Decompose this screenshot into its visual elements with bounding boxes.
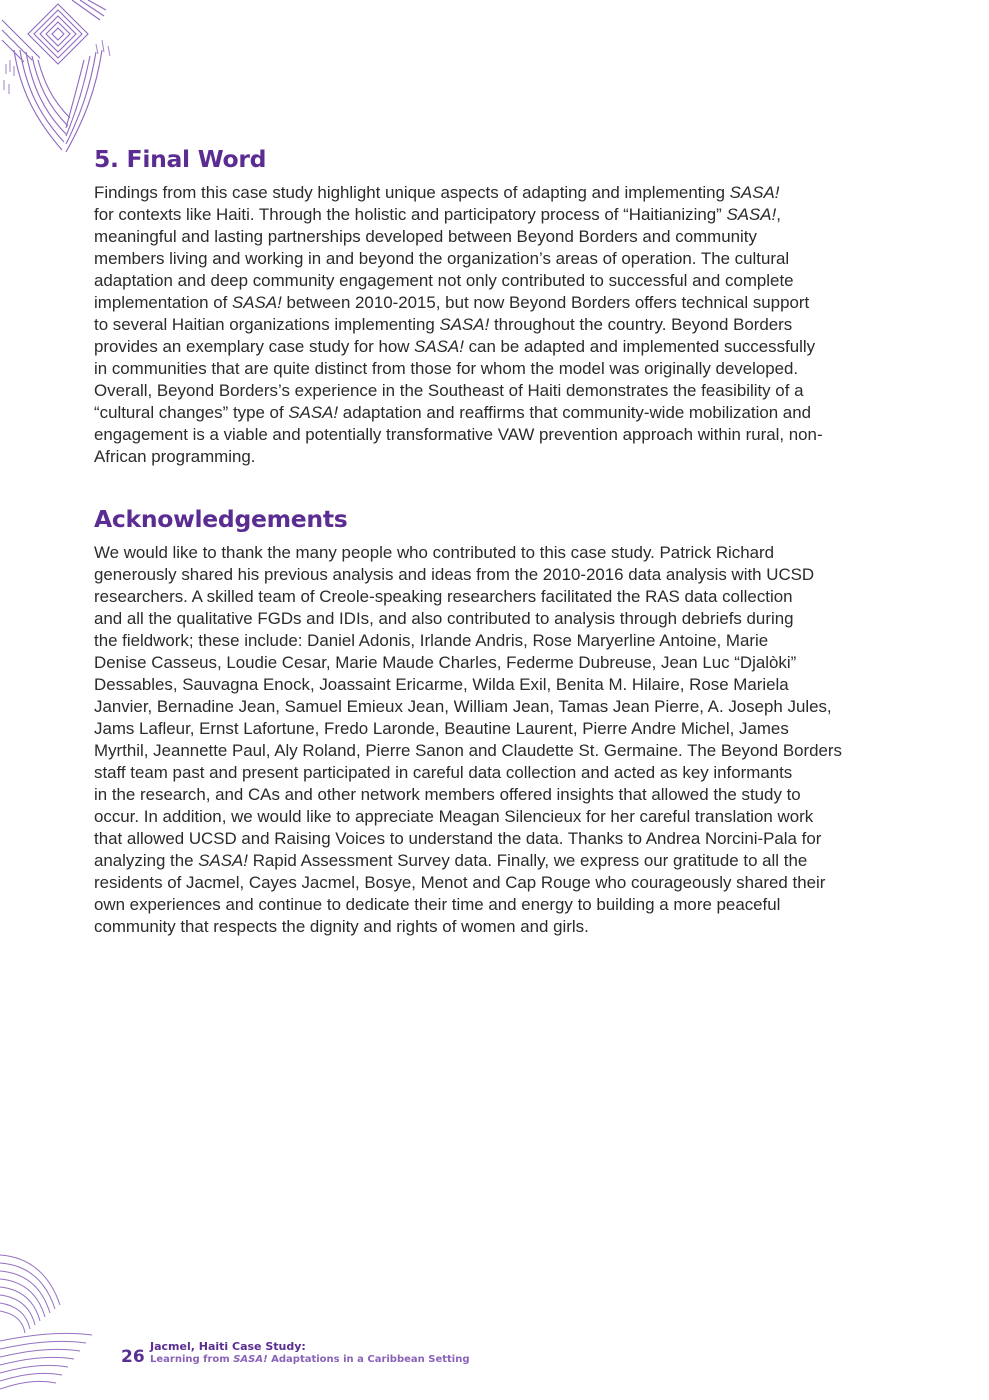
text-line: African programming. [94, 447, 256, 466]
wave-lines-pattern-icon [0, 1245, 110, 1400]
final-word-paragraph [94, 182, 904, 468]
italic-term: SASA! [439, 315, 490, 334]
text-line: Jams Lafleur, Ernst Lafortune, Fredo Laronde, Beautine Laurent, Pierre Andre Michel, James [94, 719, 789, 738]
text-line: Overall, Beyond Borders’s experience in the Southeast of Haiti demonstrates the feasibility of a [94, 381, 804, 400]
text-line: to several Haitian organizations implementing SASA! throughout the country. Beyond Borders [94, 315, 793, 334]
text-line: researchers. A skilled team of Creole-speaking researchers facilitated the RAS data collection [94, 587, 793, 606]
footer-subtitle [150, 1353, 470, 1366]
italic-term: SASA! [726, 205, 777, 224]
text-line: staff team past and present participated in careful data collection and acted as key informants [94, 763, 793, 782]
italic-term: SASA! [729, 183, 780, 202]
acknowledgements-paragraph [94, 542, 904, 938]
acknowledgements-heading: Acknowledgements [94, 505, 348, 533]
text-line: implementation of SASA! between 2010-2015, but now Beyond Borders offers technical support [94, 293, 810, 312]
page-number: 26 [121, 1347, 145, 1367]
footer-subtitle-before: Learning from [150, 1354, 234, 1365]
acknowledgements-section [94, 504, 904, 938]
final-word-section [94, 144, 904, 468]
italic-term: SASA! [414, 337, 464, 356]
text-line: the fieldwork; these include: Daniel Adonis, Irlande Andris, Rose Maryerline Antoine, Marie [94, 631, 769, 650]
text-line: analyzing the SASA! Rapid Assessment Survey data. Finally, we express our gratitude to all the [94, 851, 808, 870]
italic-term: SASA! [288, 403, 339, 422]
text-line: meaningful and lasting partnerships developed between Beyond Borders and community [94, 227, 757, 246]
text-line: Denise Casseus, Loudie Cesar, Marie Maude Charles, Federme Dubreuse, Jean Luc “Djalòki” [94, 653, 797, 672]
text-line: Findings from this case study highlight unique aspects of adapting and implementing SASA! [94, 183, 780, 202]
italic-term: SASA! [198, 851, 248, 870]
text-line: provides an exemplary case study for how SASA! can be adapted and implemented successfully [94, 337, 816, 356]
text-line: occur. In addition, we would like to appreciate Meagan Silencieux for her careful translation work [94, 807, 814, 826]
text-line: We would like to thank the many people who contributed to this case study. Patrick Richard [94, 543, 775, 562]
text-line: “cultural changes” type of SASA! adaptation and reaffirms that community-wide mobilization and [94, 403, 811, 422]
text-line: Janvier, Bernadine Jean, Samuel Emieux Jean, William Jean, Tamas Jean Pierre, A. Joseph Jules, [94, 697, 832, 716]
text-line: community that respects the dignity and rights of women and girls. [94, 917, 589, 936]
text-line: Myrthil, Jeannette Paul, Aly Roland, Pierre Sanon and Claudette St. Germaine. The Beyond Borders [94, 741, 842, 760]
footer-subtitle-after: Adaptations in a Caribbean Setting [267, 1354, 470, 1365]
text-line: in communities that are quite distinct from those for whom the model was originally developed. [94, 359, 799, 378]
text-line: for contexts like Haiti. Through the holistic and participatory process of “Haitianizing” SASA!, [94, 205, 781, 224]
text-line: in the research, and CAs and other network members offered insights that allowed the study to [94, 785, 801, 804]
text-line: residents of Jacmel, Cayes Jacmel, Bosye, Menot and Cap Rouge who courageously shared their [94, 873, 826, 892]
text-line: generously shared his previous analysis and ideas from the 2010-2016 data analysis with UCSD [94, 565, 815, 584]
final-word-heading: 5. Final Word [94, 145, 267, 173]
text-line: and all the qualitative FGDs and IDIs, and also contributed to analysis through debriefs during [94, 609, 794, 628]
text-line: adaptation and deep community engagement not only contributed to successful and complete [94, 271, 794, 290]
text-line: Dessables, Sauvagna Enock, Joassaint Ericarme, Wilda Exil, Benita M. Hilaire, Rose Mariela [94, 675, 789, 694]
footer-subtitle-em: SASA! [233, 1354, 268, 1365]
text-line: that allowed UCSD and Raising Voices to understand the data. Thanks to Andrea Norcini-Pala for [94, 829, 822, 848]
italic-term: SASA! [232, 293, 282, 312]
text-line: own experiences and continue to dedicate their time and energy to building a more peaceful [94, 895, 781, 914]
text-line: engagement is a viable and potentially transformative VAW prevention approach within rural, non- [94, 425, 823, 444]
text-line: members living and working in and beyond the organization’s areas of operation. The cultural [94, 249, 790, 268]
footer-title: Jacmel, Haiti Case Study: [150, 1340, 306, 1353]
